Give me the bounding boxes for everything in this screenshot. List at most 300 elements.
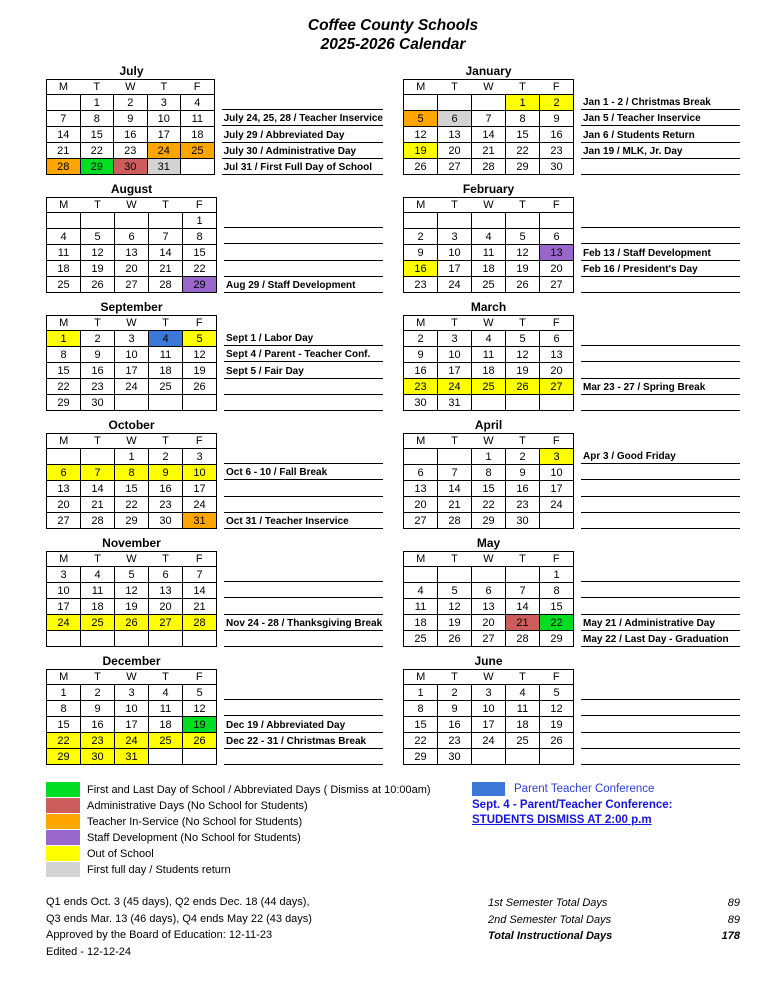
weekday-header: M	[416, 199, 426, 211]
week-row	[47, 583, 217, 599]
day-cell-june-9: 9	[438, 701, 472, 717]
calendar-grid-october	[46, 433, 217, 529]
annotation-text	[581, 731, 583, 732]
annotation-line	[224, 346, 383, 362]
day-cell-november-24: 24	[47, 615, 81, 631]
day-cell-december-9: 9	[81, 701, 115, 717]
annotation-text: Jan 5 / Teacher Inservice	[583, 113, 701, 125]
day-cell-march-17: 17	[438, 363, 472, 379]
annotation-text	[581, 527, 583, 528]
day-cell-august-5: 5	[81, 229, 115, 245]
annotation-text: Dec 19 / Abbreviated Day	[226, 719, 346, 731]
weekday-header: T	[160, 81, 168, 93]
day-cell-september-23: 23	[81, 379, 115, 395]
day-cell-june-2: 2	[438, 685, 472, 701]
annotation-text	[224, 275, 226, 276]
legend-label: First full day / Students return	[87, 863, 231, 876]
gray-swatch	[46, 862, 80, 877]
week-row	[47, 229, 217, 245]
annotation-line	[581, 684, 740, 700]
summary-row	[488, 928, 740, 945]
day-cell-june-11: 11	[506, 701, 540, 717]
week-row	[47, 615, 217, 631]
day-cell-july-3: 3	[147, 95, 181, 111]
weekday-header: T	[519, 317, 526, 329]
month-title-september: September	[100, 300, 163, 314]
annotation-line	[224, 277, 383, 293]
weekday-header: W	[125, 81, 136, 93]
month-body-may	[403, 551, 740, 647]
annotation-line	[581, 464, 740, 480]
weekday-header: F	[552, 81, 560, 93]
annotation-line	[581, 566, 740, 582]
weekday-header: F	[195, 435, 203, 447]
day-cell-april-13: 13	[404, 481, 438, 497]
day-cell-september-9: 9	[81, 347, 115, 363]
weekday-header: M	[59, 317, 69, 329]
day-cell-empty	[115, 395, 149, 411]
page-title	[46, 16, 740, 54]
day-cell-september-24: 24	[115, 379, 149, 395]
edited-note: Edited - 12-12-24	[46, 945, 131, 958]
weekday-header: M	[416, 317, 426, 329]
month-february	[403, 182, 740, 293]
annotation-line	[222, 94, 383, 110]
annotation-text	[581, 511, 583, 512]
day-cell-july-31: 31	[147, 159, 181, 175]
week-row	[404, 347, 574, 363]
day-cell-april-2: 2	[506, 449, 540, 465]
legend-label: Out of School	[87, 847, 154, 860]
legend-item-yellow	[46, 846, 470, 861]
day-cell-february-4: 4	[472, 229, 506, 245]
month-november	[46, 536, 383, 647]
weekday-header: F	[552, 199, 560, 211]
day-cell-empty	[149, 213, 183, 229]
weekday-header-row	[404, 670, 574, 685]
annotation-text: May 21 / Administrative Day	[583, 617, 715, 629]
day-cell-january-21: 21	[472, 143, 506, 159]
months-grid	[46, 64, 740, 772]
annotation-text: Feb 13 / Staff Development	[583, 247, 711, 259]
annotation-text: Oct 6 - 10 / Fall Break	[226, 467, 328, 479]
day-cell-july-18: 18	[181, 127, 215, 143]
week-row	[47, 261, 217, 277]
week-row	[404, 513, 574, 529]
week-row	[404, 567, 574, 583]
week-row	[47, 277, 217, 293]
weekday-header: T	[162, 199, 169, 211]
day-cell-september-4: 4	[149, 331, 183, 347]
summary-value: 89	[727, 897, 740, 909]
day-cell-january-15: 15	[506, 127, 540, 143]
day-cell-september-25: 25	[149, 379, 183, 395]
day-cell-june-19: 19	[540, 717, 574, 733]
weekday-header: M	[59, 553, 69, 565]
annotation-text: Sept 4 / Parent - Teacher Conf.	[226, 349, 371, 361]
annotation-text: Apr 3 / Good Friday	[583, 451, 676, 463]
week-row	[47, 127, 215, 143]
quarter-dates-line-2: Q3 ends Mar. 13 (46 days), Q4 ends May 22 (43 days)	[46, 912, 312, 925]
annotation-text	[581, 344, 583, 345]
annotation-line	[581, 379, 740, 395]
weekday-header: T	[519, 435, 526, 447]
month-title-june: June	[474, 654, 503, 668]
day-cell-december-1: 1	[47, 685, 81, 701]
day-cell-october-2: 2	[149, 449, 183, 465]
day-cell-january-26: 26	[404, 159, 438, 175]
annotation-line	[581, 716, 740, 732]
day-cell-september-22: 22	[47, 379, 81, 395]
annotation-line	[222, 159, 383, 175]
annotation-line	[224, 244, 383, 260]
day-cell-july-11: 11	[181, 111, 215, 127]
day-cell-november-10: 10	[47, 583, 81, 599]
week-row	[47, 245, 217, 261]
day-cell-may-15: 15	[540, 599, 574, 615]
parent-teacher-label: Parent Teacher Conference	[514, 783, 655, 795]
day-cell-june-17: 17	[472, 717, 506, 733]
annotation-line	[224, 716, 383, 732]
day-cell-january-30: 30	[540, 159, 574, 175]
day-cell-march-30: 30	[404, 395, 438, 411]
annotations-february	[581, 212, 740, 293]
day-cell-may-27: 27	[472, 631, 506, 647]
day-cell-october-8: 8	[115, 465, 149, 481]
annotation-line	[581, 362, 740, 378]
weekday-header: W	[126, 553, 137, 565]
day-cell-august-28: 28	[149, 277, 183, 293]
calendar-grid-march	[403, 315, 574, 411]
day-cell-february-12: 12	[506, 245, 540, 261]
day-cell-february-13: 13	[540, 245, 574, 261]
annotation-text	[224, 462, 226, 463]
annotation-text: July 30 / Administrative Day	[223, 145, 357, 157]
annotation-line	[224, 749, 383, 765]
day-cell-august-29: 29	[183, 277, 217, 293]
weekday-header: F	[552, 317, 560, 329]
green-swatch	[46, 782, 80, 797]
month-title-august: August	[110, 182, 153, 196]
week-row	[404, 379, 574, 395]
day-cell-september-30: 30	[81, 395, 115, 411]
annotation-line	[224, 448, 383, 464]
day-cell-may-4: 4	[404, 583, 438, 599]
day-cell-february-17: 17	[438, 261, 472, 277]
day-cell-april-29: 29	[472, 513, 506, 529]
day-cell-february-11: 11	[472, 245, 506, 261]
annotation-line	[581, 143, 740, 159]
week-row	[47, 717, 217, 733]
annotation-text: Sept 5 / Fair Day	[226, 365, 304, 377]
annotations-august	[224, 212, 383, 293]
day-cell-september-10: 10	[115, 347, 149, 363]
annotation-line	[581, 126, 740, 142]
day-cell-june-16: 16	[438, 717, 472, 733]
weekday-header: F	[195, 317, 203, 329]
day-cell-april-16: 16	[506, 481, 540, 497]
day-cell-empty	[47, 631, 81, 647]
day-cell-november-14: 14	[183, 583, 217, 599]
day-cell-empty	[472, 567, 506, 583]
week-row	[47, 567, 217, 583]
day-cell-june-12: 12	[540, 701, 574, 717]
weekday-header: F	[195, 671, 203, 683]
day-cell-october-10: 10	[183, 465, 217, 481]
day-cell-october-20: 20	[47, 497, 81, 513]
day-cell-empty	[149, 395, 183, 411]
day-cell-january-7: 7	[472, 111, 506, 127]
day-cell-january-1: 1	[506, 95, 540, 111]
month-title-march: March	[470, 300, 507, 314]
week-row	[404, 749, 574, 765]
day-cell-empty	[506, 213, 540, 229]
legend-item-orange	[46, 814, 470, 829]
day-cell-september-2: 2	[81, 331, 115, 347]
week-row	[47, 513, 217, 529]
day-cell-empty	[472, 749, 506, 765]
week-row	[404, 701, 574, 717]
day-cell-november-13: 13	[149, 583, 183, 599]
day-cell-october-28: 28	[81, 513, 115, 529]
summary-row	[488, 895, 740, 912]
annotation-line	[581, 244, 740, 260]
week-row	[47, 379, 217, 395]
annotation-text	[224, 511, 226, 512]
day-cell-january-29: 29	[506, 159, 540, 175]
weekday-header: T	[451, 317, 458, 329]
day-cell-august-7: 7	[149, 229, 183, 245]
annotation-text: Nov 24 - 28 / Thanksgiving Break	[226, 617, 383, 629]
day-cell-september-8: 8	[47, 347, 81, 363]
day-cell-march-5: 5	[506, 331, 540, 347]
annotation-line	[581, 110, 740, 126]
day-cell-may-26: 26	[438, 631, 472, 647]
week-row	[404, 481, 574, 497]
annotations-november	[224, 566, 383, 647]
day-cell-july-30: 30	[114, 159, 148, 175]
weekday-header: F	[552, 671, 560, 683]
day-cell-march-16: 16	[404, 363, 438, 379]
annotation-text	[581, 596, 583, 597]
day-cell-august-15: 15	[183, 245, 217, 261]
day-cell-october-7: 7	[81, 465, 115, 481]
day-cell-empty	[540, 749, 574, 765]
day-cell-november-21: 21	[183, 599, 217, 615]
day-cell-empty	[47, 449, 81, 465]
annotation-line	[581, 330, 740, 346]
annotation-text: Jan 6 / Students Return	[583, 129, 695, 141]
day-cell-february-5: 5	[506, 229, 540, 245]
color-legend	[46, 782, 470, 878]
day-cell-december-8: 8	[47, 701, 81, 717]
day-cell-july-24: 24	[147, 143, 181, 159]
day-cell-april-1: 1	[472, 449, 506, 465]
annotation-text: Oct 31 / Teacher Inservice	[226, 516, 349, 528]
day-cell-october-13: 13	[47, 481, 81, 497]
day-cell-july-9: 9	[114, 111, 148, 127]
annotation-line	[224, 684, 383, 700]
week-row	[47, 111, 215, 127]
day-cell-empty	[540, 395, 574, 411]
day-cell-december-30: 30	[81, 749, 115, 765]
day-cell-august-19: 19	[81, 261, 115, 277]
day-cell-august-25: 25	[47, 277, 81, 293]
annotation-line	[224, 480, 383, 496]
day-cell-december-29: 29	[47, 749, 81, 765]
legend-label: Staff Development (No School for Students)	[87, 831, 301, 844]
calendar-grid-july	[46, 79, 215, 175]
day-cell-december-11: 11	[149, 701, 183, 717]
day-cell-september-16: 16	[81, 363, 115, 379]
day-cell-october-9: 9	[149, 465, 183, 481]
annotations-april	[581, 448, 740, 529]
annotation-text: Dec 22 - 31 / Christmas Break	[226, 735, 367, 747]
day-cell-july-2: 2	[114, 95, 148, 111]
weekday-header-row	[404, 434, 574, 449]
weekday-header-row	[47, 552, 217, 567]
week-row	[47, 701, 217, 717]
week-row	[404, 465, 574, 481]
day-cell-january-13: 13	[438, 127, 472, 143]
month-body-january	[403, 79, 740, 175]
week-row	[404, 277, 574, 293]
annotation-line	[581, 598, 740, 614]
day-cell-may-20: 20	[472, 615, 506, 631]
week-row	[404, 159, 574, 175]
annotation-line	[224, 733, 383, 749]
weekday-header: T	[451, 435, 458, 447]
week-row	[47, 481, 217, 497]
day-cell-september-12: 12	[183, 347, 217, 363]
annotation-text	[581, 495, 583, 496]
day-cell-june-24: 24	[472, 733, 506, 749]
day-cell-april-23: 23	[506, 497, 540, 513]
weekday-header: W	[126, 671, 137, 683]
annotation-line	[224, 464, 383, 480]
annotation-line	[222, 110, 383, 126]
weekday-header: W	[126, 435, 137, 447]
weekday-header: F	[195, 553, 203, 565]
day-cell-march-4: 4	[472, 331, 506, 347]
calendar-grid-may	[403, 551, 574, 647]
annotations-march	[581, 330, 740, 411]
weekday-header-row	[404, 316, 574, 331]
month-title-april: April	[474, 418, 503, 432]
day-cell-may-18: 18	[404, 615, 438, 631]
legend-item-red	[46, 798, 470, 813]
day-cell-november-17: 17	[47, 599, 81, 615]
day-cell-august-8: 8	[183, 229, 217, 245]
week-row	[404, 599, 574, 615]
week-row	[47, 347, 217, 363]
weekday-header: T	[162, 553, 169, 565]
annotation-line	[581, 631, 740, 647]
day-cell-june-8: 8	[404, 701, 438, 717]
day-cell-empty	[438, 213, 472, 229]
weekday-header-row	[47, 434, 217, 449]
week-row	[404, 733, 574, 749]
month-august	[46, 182, 383, 293]
annotation-line	[581, 346, 740, 362]
day-cell-january-20: 20	[438, 143, 472, 159]
annotation-text	[224, 580, 226, 581]
weekday-header-row	[47, 80, 215, 95]
day-cell-december-18: 18	[149, 717, 183, 733]
day-cell-march-20: 20	[540, 363, 574, 379]
month-body-august	[46, 197, 383, 293]
day-cell-march-2: 2	[404, 331, 438, 347]
day-cell-december-3: 3	[115, 685, 149, 701]
day-cell-august-21: 21	[149, 261, 183, 277]
day-cell-december-19: 19	[183, 717, 217, 733]
weekday-header: T	[451, 199, 458, 211]
week-row	[404, 449, 574, 465]
week-row	[47, 213, 217, 229]
month-title-november: November	[102, 536, 161, 550]
quarter-dates-line-1: Q1 ends Oct. 3 (45 days), Q2 ends Dec. 18 (44 days),	[46, 896, 310, 908]
weekday-header: M	[58, 81, 69, 93]
annotation-line	[581, 749, 740, 765]
legend-label: First and Last Day of School / Abbreviated Days ( Dismiss at 10:00am)	[87, 783, 431, 796]
day-cell-january-8: 8	[506, 111, 540, 127]
month-title-july: July	[119, 64, 144, 78]
day-cell-november-3: 3	[47, 567, 81, 583]
calendar-grid-november	[46, 551, 217, 647]
month-title-february: February	[462, 182, 515, 196]
week-row	[404, 363, 574, 379]
week-row	[404, 395, 574, 411]
annotation-line	[581, 94, 740, 110]
day-cell-may-13: 13	[472, 599, 506, 615]
calendar-grid-august	[46, 197, 217, 293]
week-row	[47, 143, 215, 159]
day-cell-may-11: 11	[404, 599, 438, 615]
weekday-header: T	[94, 553, 101, 565]
day-cell-july-23: 23	[114, 143, 148, 159]
day-cell-november-12: 12	[115, 583, 149, 599]
day-cell-may-25: 25	[404, 631, 438, 647]
day-cell-february-23: 23	[404, 277, 438, 293]
annotation-text	[581, 409, 583, 410]
annotation-line	[224, 513, 383, 529]
annotations-january	[581, 94, 740, 175]
day-cell-october-31: 31	[183, 513, 217, 529]
week-row	[404, 229, 574, 245]
month-july	[46, 64, 383, 175]
annotation-line	[581, 159, 740, 175]
month-body-june	[403, 669, 740, 765]
weekday-header: M	[416, 81, 426, 93]
week-row	[404, 685, 574, 701]
day-cell-empty	[404, 449, 438, 465]
day-cell-empty	[149, 749, 183, 765]
day-cell-march-23: 23	[404, 379, 438, 395]
legend-label: Teacher In-Service (No School for Students)	[87, 815, 303, 828]
day-cell-empty	[506, 749, 540, 765]
weekday-header: M	[59, 435, 69, 447]
day-cell-july-25: 25	[181, 143, 215, 159]
day-cell-october-17: 17	[183, 481, 217, 497]
summary-value: 89	[727, 913, 740, 926]
day-cell-december-26: 26	[183, 733, 217, 749]
day-cell-empty	[472, 213, 506, 229]
day-cell-december-12: 12	[183, 701, 217, 717]
annotation-line	[224, 261, 383, 277]
week-row	[404, 717, 574, 733]
month-body-february	[403, 197, 740, 293]
week-row	[404, 497, 574, 513]
